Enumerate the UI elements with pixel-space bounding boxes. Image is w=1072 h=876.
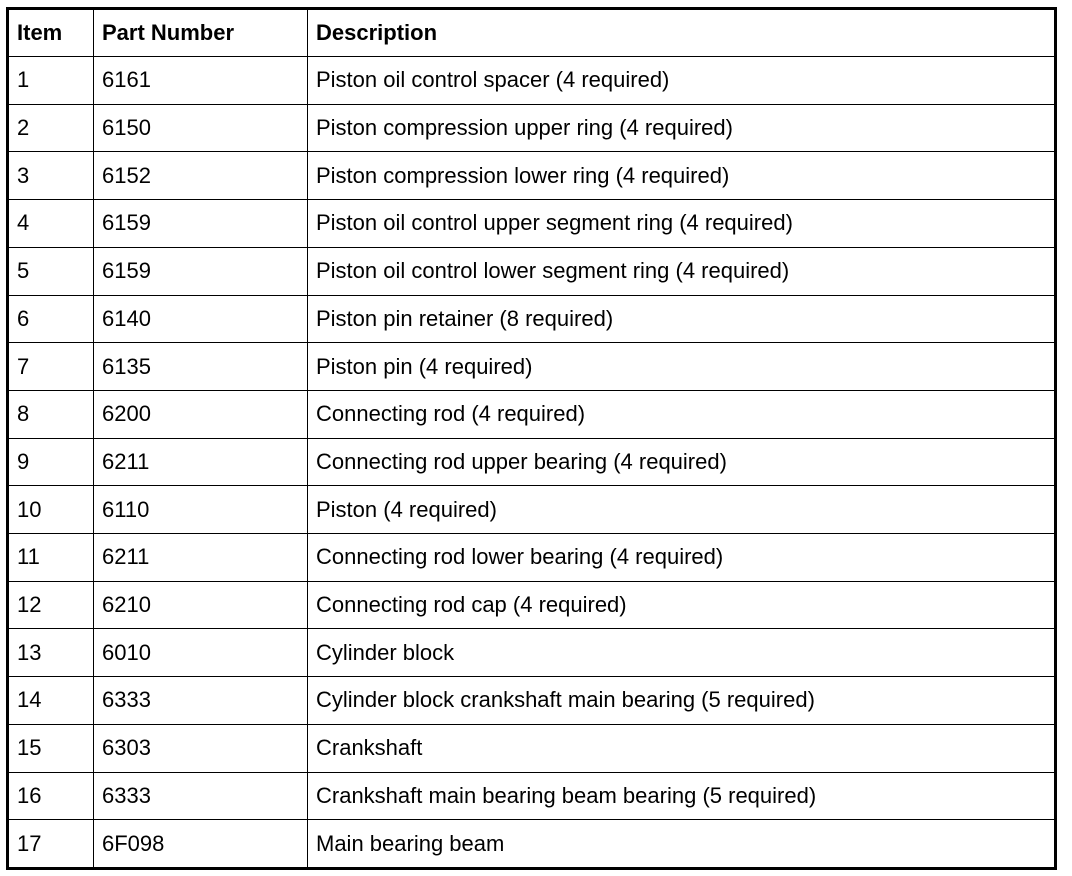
part-number-cell: 6010 — [94, 629, 308, 677]
description-cell: Connecting rod lower bearing (4 required) — [308, 534, 1056, 582]
description-cell: Connecting rod (4 required) — [308, 390, 1056, 438]
item-cell: 15 — [8, 724, 94, 772]
description-cell: Main bearing beam — [308, 820, 1056, 869]
header-part-number: Part Number — [94, 9, 308, 57]
table-row — [8, 486, 1056, 534]
item-cell: 13 — [8, 629, 94, 677]
item-cell: 1 — [8, 57, 94, 105]
description-cell: Crankshaft main bearing beam bearing (5 required) — [308, 772, 1056, 820]
table-row — [8, 677, 1056, 725]
description-cell: Cylinder block crankshaft main bearing (5 required) — [308, 677, 1056, 725]
table-row — [8, 390, 1056, 438]
item-cell: 3 — [8, 152, 94, 200]
table-row — [8, 581, 1056, 629]
part-number-cell: 6150 — [94, 104, 308, 152]
part-number-cell: 6333 — [94, 772, 308, 820]
part-number-cell: 6159 — [94, 247, 308, 295]
part-number-cell: 6210 — [94, 581, 308, 629]
item-cell: 10 — [8, 486, 94, 534]
item-cell: 12 — [8, 581, 94, 629]
part-number-cell: 6211 — [94, 534, 308, 582]
table-row — [8, 57, 1056, 105]
table-row — [8, 152, 1056, 200]
part-number-cell: 6303 — [94, 724, 308, 772]
item-cell: 16 — [8, 772, 94, 820]
part-number-cell: 6161 — [94, 57, 308, 105]
item-cell: 14 — [8, 677, 94, 725]
part-number-cell: 6159 — [94, 200, 308, 248]
part-number-cell: 6135 — [94, 343, 308, 391]
description-cell: Piston (4 required) — [308, 486, 1056, 534]
table-row — [8, 200, 1056, 248]
header-item: Item — [8, 9, 94, 57]
table-row — [8, 295, 1056, 343]
part-number-cell: 6333 — [94, 677, 308, 725]
description-cell: Crankshaft — [308, 724, 1056, 772]
part-number-cell: 6152 — [94, 152, 308, 200]
part-number-cell: 6140 — [94, 295, 308, 343]
item-cell: 11 — [8, 534, 94, 582]
header-description: Description — [308, 9, 1056, 57]
item-cell: 9 — [8, 438, 94, 486]
table-row — [8, 534, 1056, 582]
item-cell: 2 — [8, 104, 94, 152]
description-cell: Piston oil control lower segment ring (4 required) — [308, 247, 1056, 295]
item-cell: 4 — [8, 200, 94, 248]
header-row — [8, 9, 1056, 57]
part-number-cell: 6200 — [94, 390, 308, 438]
description-cell: Piston oil control upper segment ring (4 required) — [308, 200, 1056, 248]
item-cell: 6 — [8, 295, 94, 343]
description-cell: Piston compression lower ring (4 required) — [308, 152, 1056, 200]
part-number-cell: 6110 — [94, 486, 308, 534]
table-row — [8, 629, 1056, 677]
description-cell: Piston pin retainer (8 required) — [308, 295, 1056, 343]
table-row — [8, 438, 1056, 486]
description-cell: Cylinder block — [308, 629, 1056, 677]
table-row — [8, 772, 1056, 820]
part-number-cell: 6211 — [94, 438, 308, 486]
description-cell: Connecting rod upper bearing (4 required) — [308, 438, 1056, 486]
item-cell: 8 — [8, 390, 94, 438]
table-header — [8, 9, 1056, 57]
item-cell: 5 — [8, 247, 94, 295]
item-cell: 7 — [8, 343, 94, 391]
table-row — [8, 343, 1056, 391]
table-row — [8, 104, 1056, 152]
table-body — [8, 57, 1056, 869]
table-row — [8, 724, 1056, 772]
description-cell: Connecting rod cap (4 required) — [308, 581, 1056, 629]
description-cell: Piston pin (4 required) — [308, 343, 1056, 391]
part-number-cell: 6F098 — [94, 820, 308, 869]
description-cell: Piston compression upper ring (4 required) — [308, 104, 1056, 152]
parts-table — [6, 7, 1057, 870]
item-cell: 17 — [8, 820, 94, 869]
table-row — [8, 247, 1056, 295]
description-cell: Piston oil control spacer (4 required) — [308, 57, 1056, 105]
table-row — [8, 820, 1056, 869]
